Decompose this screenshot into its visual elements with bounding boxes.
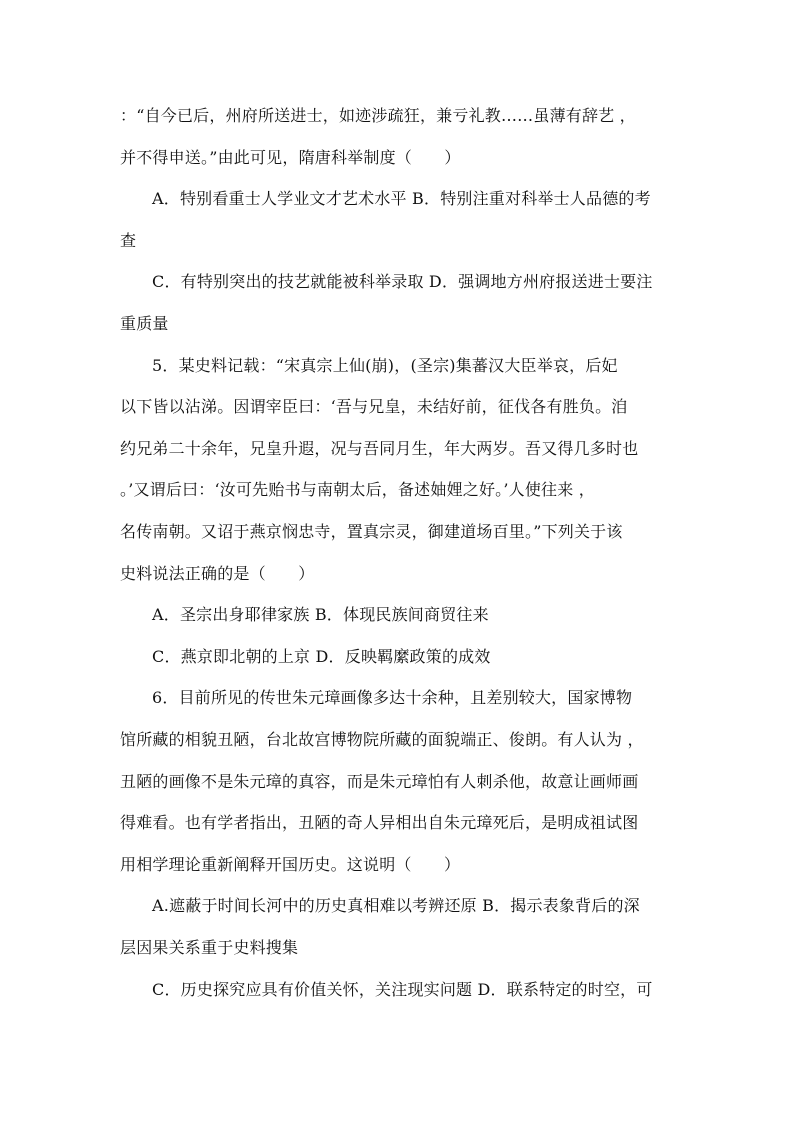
q6-stem-line-3: 丑陋的画像不是朱元璋的真容，而是朱元璋怕有人刺杀他，故意让画师画 — [120, 772, 639, 791]
q5-options-ab: A．圣宗出身耶律家族 B．体现民族间商贸往来 — [152, 605, 489, 624]
q4-options-cd: C．有特别突出的技艺就能被科举录取 D．强调地方州府报送进士要注 — [152, 272, 653, 291]
q5-stem-line-5: 名传南朝。又诏于燕京悯忠寺，置真宗灵，御建道场百里。”下列关于该 — [120, 522, 623, 541]
q4-options-ab: A．特别看重士人学业文才艺术水平 B．特别注重对科举士人品德的考 — [152, 189, 651, 208]
q6-options-ab: A.遮蔽于时间长河中的历史真相难以考辨还原 B．揭示表象背后的深 — [152, 896, 640, 915]
q4-stem-line-1: ：“自今已后，州府所送进士，如迹涉疏狂，兼亏礼教……虽薄有辞艺 ， — [120, 106, 636, 125]
q6-options-ab-cont: 层因果关系重于史料搜集 — [120, 938, 299, 957]
q6-stem-line-1: 6．目前所见的传世朱元璋画像多达十余种，且差别较大，国家博物 — [152, 688, 633, 707]
q4-options-ab-cont: 查 — [120, 231, 137, 250]
q5-stem-line-6: 史料说法正确的是（ ） — [120, 564, 315, 583]
q6-stem-line-2: 馆所藏的相貌丑陋，台北故宫博物院所藏的面貌端正、俊朗。有人认为 ， — [120, 730, 644, 749]
q4-stem-line-2: 并不得申送。”由此可见，隋唐科举制度（ ） — [120, 148, 461, 167]
q5-stem-line-1: 5．某史料记载：“宋真宗上仙(崩)，(圣宗)集蕃汉大臣举哀，后妃 — [152, 356, 618, 375]
q6-stem-line-4: 得难看。也有学者指出，丑陋的奇人异相出自朱元璋死后，是明成祖试图 — [120, 813, 639, 832]
q6-stem-line-5: 用相学理论重新阐释开国历史。这说明（ ） — [120, 855, 461, 874]
q5-stem-line-4: 。’又谓后曰：‘汝可先贻书与南朝太后，备述妯娌之好。’人使往来 ， — [120, 480, 595, 499]
q4-options-cd-cont: 重质量 — [120, 314, 169, 333]
q6-options-cd: C．历史探究应具有价值关怀，关注现实问题 D．联系特定的时空，可 — [152, 980, 653, 999]
q5-stem-line-2: 以下皆以沾涕。因谓宰臣曰：‘吾与兄皇，未结好前，征伐各有胜负。洎 — [120, 397, 628, 416]
q5-stem-line-3: 约兄弟二十余年，兄皇升遐，况与吾同月生，年大两岁。吾又得几多时也 — [120, 439, 639, 458]
q5-options-cd: C．燕京即北朝的上京 D．反映羁縻政策的成效 — [152, 647, 491, 666]
